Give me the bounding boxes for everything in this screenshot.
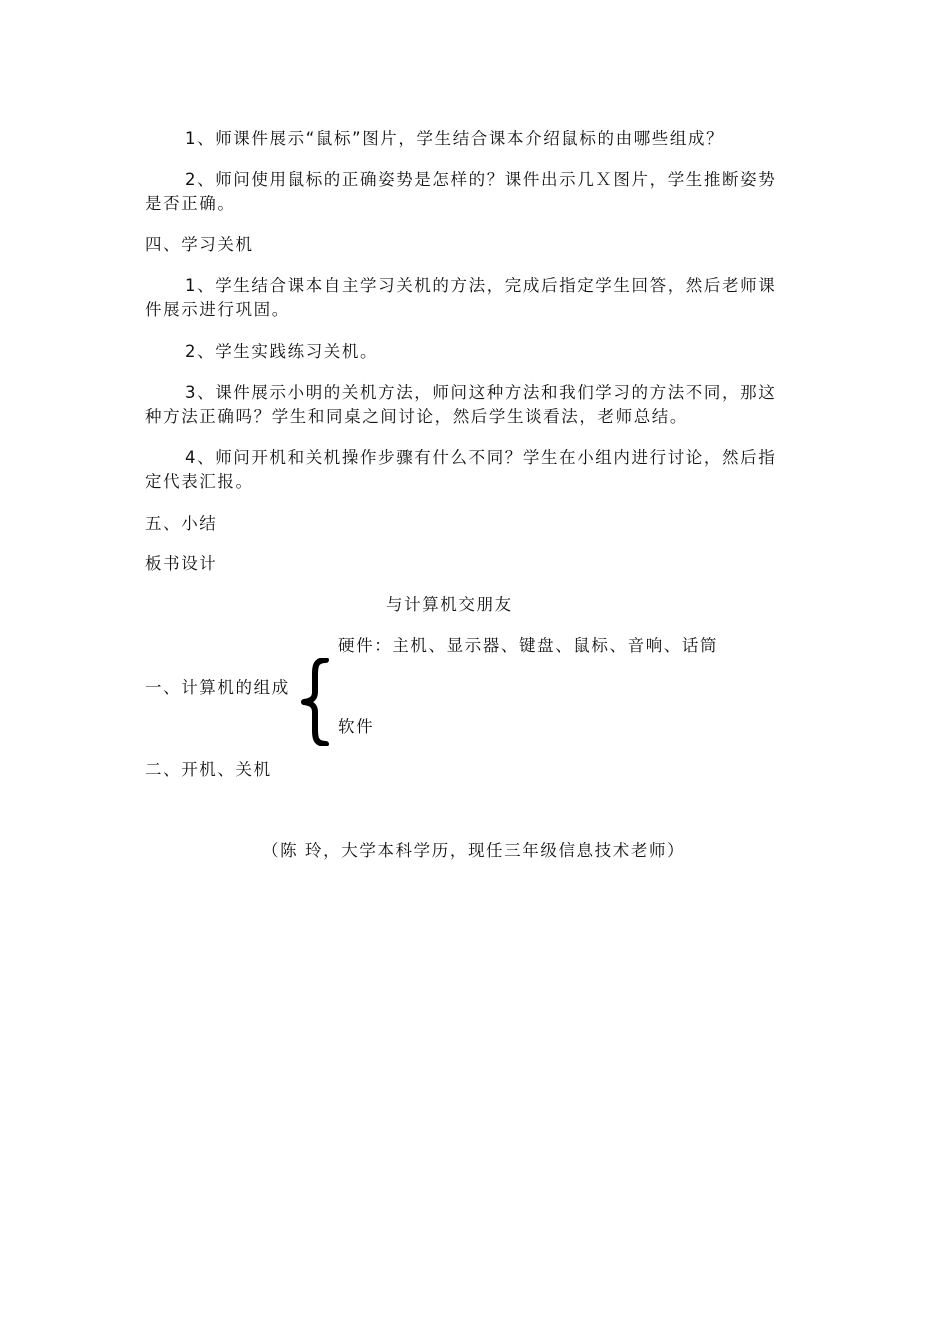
section-heading-summary: 五、小结 — [145, 514, 218, 533]
section-heading-shutdown: 四、学习关机 — [145, 235, 254, 254]
curly-brace-icon — [300, 658, 330, 746]
mouse-step-2: 2、师问使用鼠标的正确姿势是怎样的？课件出示几Ｘ图片，学生推断姿势 — [185, 170, 777, 189]
shutdown-step-4: 4、师问开机和关机操作步骤有什么不同？学生在小组内进行讨论，然后指 — [185, 448, 777, 467]
board-title: 与计算机交朋友 — [386, 595, 513, 614]
board-software: 软件 — [338, 717, 375, 736]
board-item-power-on-off: 二、开机、关机 — [145, 760, 272, 779]
shutdown-step-3: 3、课件展示小明的关机方法，师问这种方法和我们学习的方法不同，那这 — [185, 383, 777, 402]
shutdown-step-4-continued: 定代表汇报。 — [145, 472, 254, 491]
mouse-step-1: 1、师课件展示“鼠标”图片，学生结合课本介绍鼠标的由哪些组成？ — [185, 129, 725, 148]
board-item-computer-components: 一、计算机的组成 — [145, 678, 290, 697]
mouse-step-2-continued: 是否正确。 — [145, 194, 236, 213]
board-hardware: 硬件：主机、显示器、键盘、鼠标、音响、话筒 — [338, 636, 719, 655]
shutdown-step-1-continued: 件展示进行巩固。 — [145, 300, 290, 319]
author-note: （陈 玲，大学本科学历，现任三年级信息技术老师） — [262, 841, 686, 860]
shutdown-step-1: 1、学生结合课本自主学习关机的方法，完成后指定学生回答，然后老师课 — [185, 276, 777, 295]
shutdown-step-3-continued: 种方法正确吗？学生和同桌之间讨论，然后学生谈看法，老师总结。 — [145, 407, 688, 426]
shutdown-step-2: 2、学生实践练习关机。 — [185, 342, 379, 361]
board-design-label: 板书设计 — [145, 554, 218, 573]
